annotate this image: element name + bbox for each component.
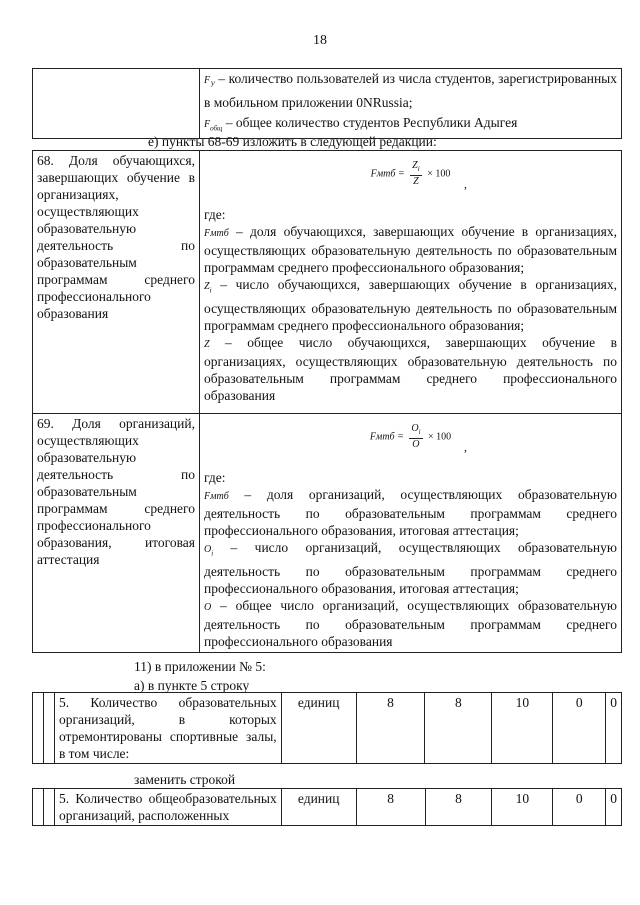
item-68-formula [204,160,617,196]
item-68-d2-text: – число обучающихся, завершающих обучение в организациях, осуществляющих образовательную деятельность по образовательным программам среднего профессионального образования; [204,277,617,333]
new-row-name: 5. Количество общеобразовательных организаций, расположенных [54,789,281,826]
new-row-margin-b [43,789,54,826]
item-69-row [33,414,622,653]
item-68-d2-symbol: Z [204,281,210,292]
formula-69-numerator-sub: i [418,428,421,436]
items-68-69-table [32,150,622,653]
new-row [33,789,622,826]
section-a-heading: а) в пункте 5 строку [134,678,250,693]
old-row-unit: единиц [281,693,356,764]
item-69-title: 69. Доля организаций, осуществляющих образовательную деятельность по образовательным программам среднего профессионального образования, итоговая аттестация [33,414,200,653]
formula-68-numerator: Z [412,160,418,171]
item-69-d1-text: – доля организаций, осуществляющих образовательную деятельность по образовательным программам среднего профессионального образования, итоговая аттестация; [204,487,617,538]
item-68-d2-sub: i [209,286,212,295]
top-table-left-cell [33,69,200,139]
item-68-definition-1 [204,223,617,276]
formula-68-tail: × 100 [427,168,451,180]
item-69-d3-text: – общее число организаций, осуществляющих образовательную деятельность по образовательным программам среднего профессионального образования [204,597,617,649]
fob-symbol: F [204,118,211,130]
item-69-definition-3 [204,597,617,650]
item-69-d1-symbol: Fмтб [204,491,229,502]
formula-69-tail: × 100 [428,431,452,443]
formula-68-fraction [410,160,422,188]
formula-68-numerator-sub: i [417,165,420,173]
item-68-d3-text: – общее число обучающихся, завершающих обучение в организациях, осуществляющих образовательную деятельность по образовательным программам среднего профессионального образования [204,334,617,403]
old-row-value-4: 0 [553,693,606,764]
new-row-value-5: 0 [606,789,622,826]
new-row-value-2: 8 [425,789,492,826]
replace-label: заменить строкой [134,772,236,787]
formula-69-lhs: Fмтб = [369,431,404,443]
top-definitions-table [32,68,622,139]
fob-text: – общее количество студентов Республики Адыгея [222,114,518,130]
old-row-value-3: 10 [492,693,553,764]
old-row-value-2: 8 [425,693,492,764]
formula-69-comma: , [464,440,467,454]
old-row-name: 5. Количество образовательных организаций, в которых отремонтированы спортивные залы, в том числе: [54,693,281,764]
item-68-d3-symbol: Z [204,338,210,350]
item-68-content [200,151,622,414]
top-table-right-cell [200,69,622,139]
item-69-content [200,414,622,653]
fy-text: – количество пользователей из числа студентов, зарегистрированных в мобильном приложении 0NRussia; [204,71,617,110]
item-68-definition-3 [204,334,617,404]
old-row-value-5: 0 [606,693,622,764]
formula-69-denominator: O [412,439,420,450]
old-row-margin-b [43,693,54,764]
old-row-table [32,692,622,764]
fob-subscript: общ [210,124,223,133]
new-row-margin-a [33,789,44,826]
new-row-table [32,788,622,826]
item-69-d2-text: – число организаций, осуществляющих образовательную деятельность по образовательным программам среднего профессионального образования, итоговая аттестация; [204,540,617,596]
formula-69-fraction [409,423,422,451]
old-row-margin-a [33,693,44,764]
page-number: 18 [313,33,327,48]
formula-68-denominator: Z [413,176,419,187]
item-69-definition-2 [204,539,617,597]
fy-symbol: F [204,75,211,86]
item-68-row [33,151,622,414]
formula-68-lhs: Fмтб = [370,168,405,180]
item-69-definition-1 [204,486,617,539]
fy-definition [204,70,617,111]
item-68-d1-text: – доля обучающихся, завершающих обучение в организациях, осуществляющих образовательную деятельность по образовательным программам среднего профессионального образования; [204,224,617,275]
item-68-title: 68. Доля обучающихся, завершающих обучение в организациях, осуществляющих образовательную деятельность по образовательным программам среднего профессионального образования [33,151,200,414]
item-69-d3-symbol: O [204,601,212,613]
old-row-value-1: 8 [356,693,425,764]
old-row [33,693,622,764]
section-e-heading: е) пункты 68-69 изложить в следующей редакции: [148,134,437,149]
fy-subscript: У [210,80,215,89]
formula-69-numerator: O [411,423,419,434]
section-11-heading: 11) в приложении № 5: [134,659,266,674]
new-row-value-4: 0 [553,789,606,826]
item-69-formula [204,423,617,459]
formula-68-comma: , [464,177,467,191]
new-row-value-3: 10 [492,789,553,826]
item-69-where: где: [204,470,226,485]
new-row-value-1: 8 [356,789,425,826]
item-68-d1-symbol: Fмтб [204,228,229,239]
item-68-definition-2 [204,276,617,334]
new-row-unit: единиц [281,789,356,826]
item-68-where: где: [204,207,226,222]
item-69-d2-sub: i [211,549,214,558]
item-69-d2-symbol: O [204,544,212,555]
